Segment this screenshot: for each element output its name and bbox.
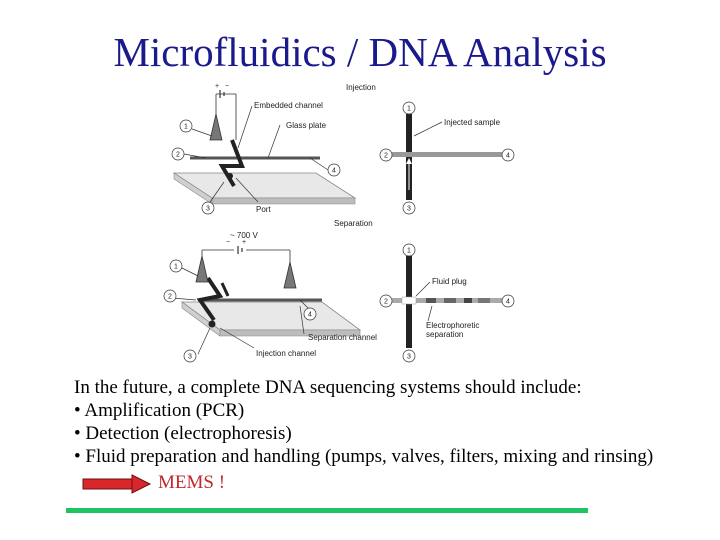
slide-title: Microfluidics / DNA Analysis [113, 29, 607, 75]
svg-text:−: − [225, 83, 230, 90]
body-text [74, 376, 704, 468]
label-injection: Injection [346, 83, 376, 92]
svg-text:2: 2 [384, 152, 388, 160]
svg-text:4: 4 [506, 152, 510, 160]
svg-text:2: 2 [384, 298, 388, 306]
svg-text:1: 1 [407, 247, 411, 255]
injection-schematic [380, 102, 514, 214]
list-item: • Amplification (PCR) [74, 400, 245, 421]
label-separation-channel: Separation channel [308, 333, 377, 342]
label-embedded-channel: Embedded channel [254, 101, 323, 110]
svg-text:−: − [226, 239, 231, 246]
label-injection-channel: Injection channel [256, 349, 317, 358]
label-separation: Separation [334, 219, 373, 228]
svg-text:2: 2 [168, 293, 172, 301]
right-arrow-icon [82, 474, 152, 494]
svg-text:1: 1 [407, 105, 411, 113]
microfluidic-chip-figure [160, 78, 540, 368]
svg-text:3: 3 [206, 205, 210, 213]
svg-text:4: 4 [506, 298, 510, 306]
svg-text:3: 3 [188, 353, 192, 361]
list-item: • Fluid preparation and handling (pumps, valves, filters, mixing and rinsing) [74, 446, 654, 467]
svg-text:+: + [242, 239, 247, 246]
list-item: • Detection (electrophoresis) [74, 423, 292, 444]
footer-divider [66, 508, 588, 513]
label-electrophoretic-line1: Electrophoretic [426, 321, 480, 330]
label-fluid-plug: Fluid plug [432, 277, 467, 286]
label-glass-plate: Glass plate [286, 121, 327, 130]
intro-line: In the future, a complete DNA sequencing systems should include: [74, 377, 582, 398]
label-injected-sample: Injected sample [444, 118, 501, 127]
separation-schematic [380, 244, 514, 362]
svg-text:1: 1 [184, 123, 188, 131]
conclusion-row [82, 472, 382, 496]
label-port: Port [256, 205, 271, 214]
label-voltage: ~ 700 V [230, 231, 258, 240]
svg-text:3: 3 [407, 205, 411, 213]
svg-text:2: 2 [176, 151, 180, 159]
svg-text:+: + [215, 83, 220, 90]
svg-text:4: 4 [308, 311, 312, 319]
svg-text:4: 4 [332, 167, 336, 175]
conclusion-label: MEMS ! [158, 472, 226, 493]
svg-text:1: 1 [174, 263, 178, 271]
svg-text:3: 3 [407, 353, 411, 361]
chip-diagram [160, 78, 540, 368]
separation-plate [182, 231, 360, 336]
label-electrophoretic-line2: separation [426, 330, 464, 339]
